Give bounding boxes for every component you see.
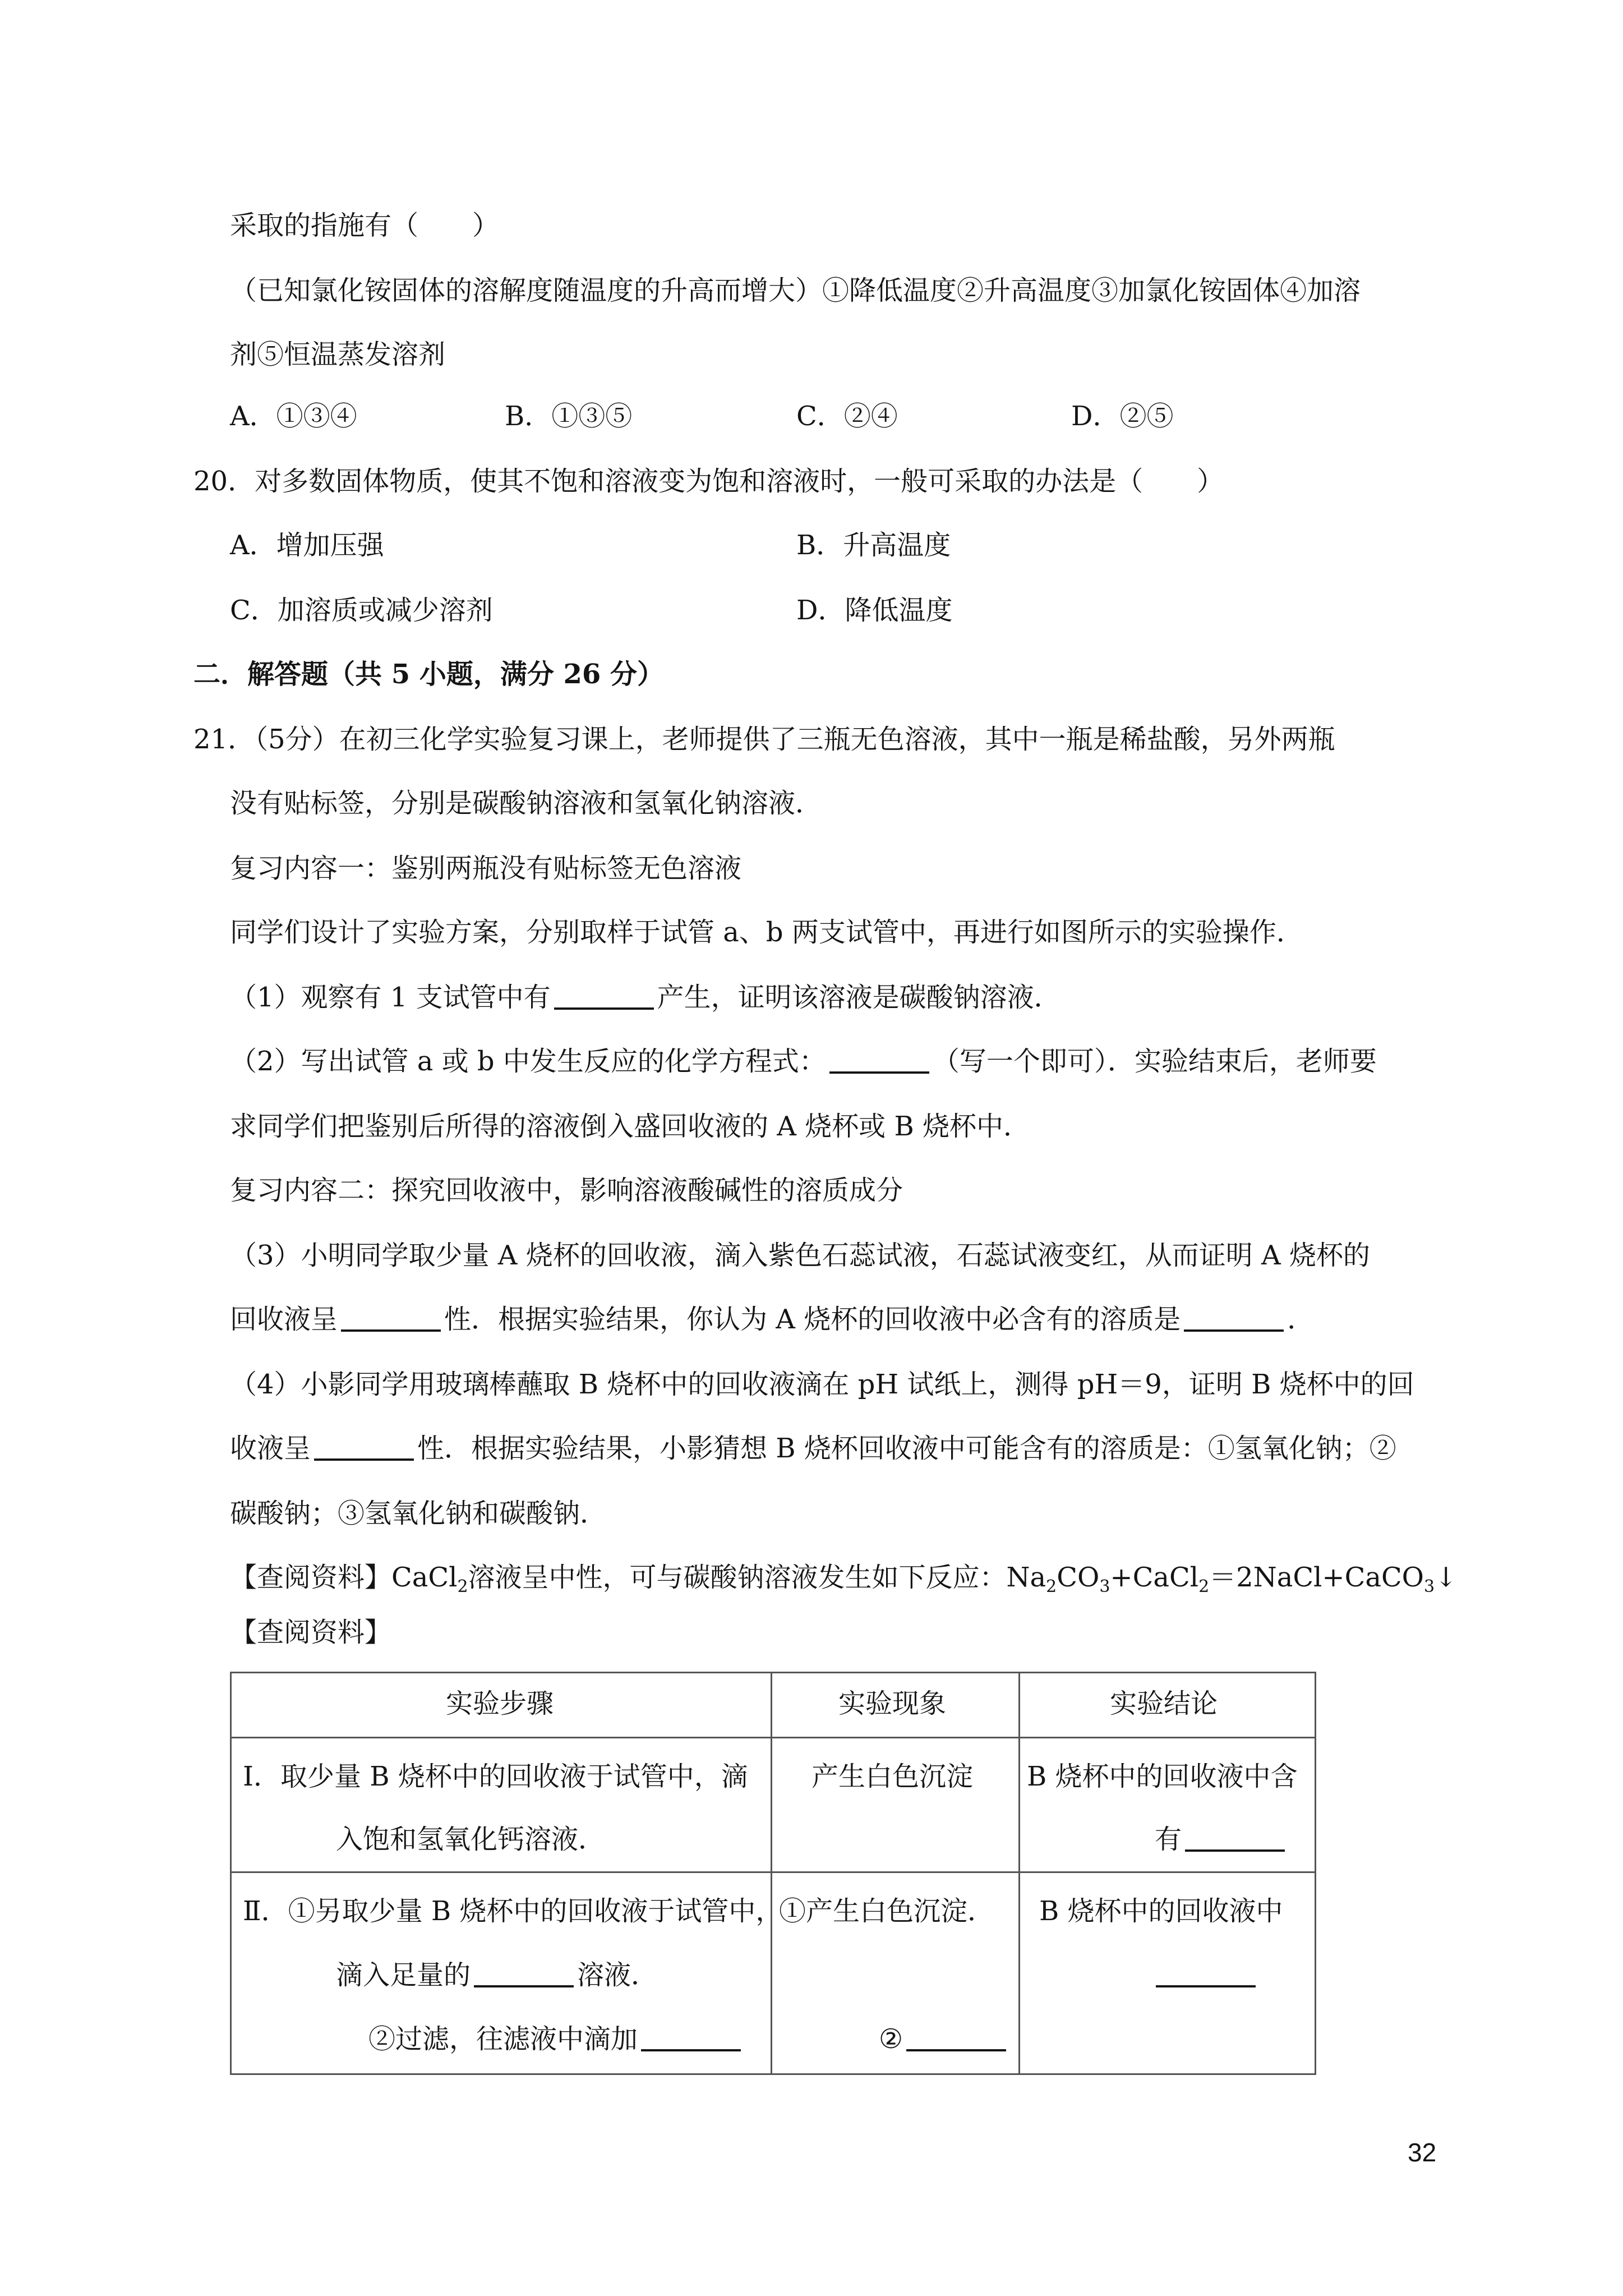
q21-part4-line1: （4）小影同学用玻璃棒蘸取 B 烧杯中的回收液滴在 pH 试纸上，测得 pH＝9，证明 B 烧杯中的回 bbox=[230, 1369, 1414, 1400]
q20-option-a: A．增加压强 bbox=[230, 530, 384, 561]
q21-part3-blank-2[interactable] bbox=[1184, 1304, 1284, 1332]
q21-reference-equation bbox=[230, 1561, 1457, 1594]
ref-sub-3: 3 bbox=[1099, 1577, 1110, 1596]
header-conclusion bbox=[1020, 1673, 1316, 1738]
table-row bbox=[231, 1738, 1316, 1872]
row2-step-line3 bbox=[368, 2022, 744, 2056]
header-phenomenon-text: 实验现象 bbox=[838, 1688, 947, 1719]
ref-text-4: +CaCl bbox=[1110, 1562, 1199, 1593]
ref-text-2: 溶液呈中性，可与碳酸钠溶液发生如下反应：Na bbox=[468, 1562, 1046, 1593]
row2-conclusion-text: B 烧杯中的回收液中 bbox=[1039, 1895, 1283, 1927]
row1-conclusion-line1: B 烧杯中的回收液中含 bbox=[1027, 1761, 1298, 1792]
q21-reference-heading: 【查阅资料】 bbox=[230, 1617, 392, 1648]
q21-part2-text-a: （2）写出试管 a 或 b 中发生反应的化学方程式： bbox=[230, 1046, 826, 1077]
q21-part4-line2 bbox=[230, 1432, 1396, 1465]
q21-part3-blank-1[interactable] bbox=[341, 1304, 441, 1332]
row2-phenomenon-line2 bbox=[879, 2022, 1009, 2056]
q21-part1-text-a: （1）观察有 1 支试管中有 bbox=[230, 982, 551, 1013]
q21-part2-line2: 求同学们把鉴别后所得的溶液倒入盛回收液的 A 烧杯或 B 烧杯中． bbox=[230, 1111, 1030, 1142]
q21-part1 bbox=[230, 981, 1061, 1014]
ref-text-3: CO bbox=[1057, 1562, 1100, 1593]
row1-conclusion-blank[interactable] bbox=[1185, 1824, 1285, 1852]
q20-stem: 20．对多数固体物质，使其不饱和溶液变为饱和溶液时，一般可采取的办法是（ ） bbox=[193, 466, 1224, 497]
row2-phenomenon bbox=[772, 1872, 1020, 2074]
row2-phenomenon-blank[interactable] bbox=[906, 2023, 1006, 2051]
q21-part4-line3: 碳酸钠；③氢氧化钠和碳酸钠． bbox=[230, 1498, 607, 1529]
ref-sub-4: 2 bbox=[1198, 1577, 1210, 1596]
q19-option-b: B．①③⑤ bbox=[505, 401, 633, 432]
row1-step-line1: Ⅰ．取少量 B 烧杯中的回收液于试管中，滴 bbox=[243, 1761, 748, 1792]
q21-part1-blank[interactable] bbox=[554, 982, 654, 1010]
q20-option-d: D．降低温度 bbox=[796, 595, 953, 626]
q21-part3-text-c: ． bbox=[1287, 1304, 1315, 1335]
q21-design: 同学们设计了实验方案，分别取样于试管 a、b 两支试管中，再进行如图所示的实验操作． bbox=[230, 917, 1303, 948]
row1-phenomenon-text: 产生白色沉淀 bbox=[811, 1761, 974, 1792]
q20-option-c: C．加溶质或减少溶剂 bbox=[230, 595, 493, 626]
q21-part2-blank[interactable] bbox=[829, 1046, 929, 1074]
q19-option-c: C．②④ bbox=[796, 401, 898, 432]
row2-step-line2 bbox=[336, 1958, 658, 1992]
q21-part3-text-a: 回收液呈 bbox=[230, 1304, 338, 1335]
q21-part1-text-b: 产生，证明该溶液是碳酸钠溶液． bbox=[657, 982, 1061, 1013]
row2-conclusion-blank[interactable] bbox=[1156, 1959, 1256, 1987]
row2-conclusion-line2 bbox=[1152, 1958, 1259, 1992]
row2-phenomenon-line1: ①产生白色沉淀． bbox=[779, 1895, 995, 1927]
q20-option-b: B．升高温度 bbox=[796, 530, 951, 561]
header-steps bbox=[231, 1673, 772, 1738]
header-conclusion-text: 实验结论 bbox=[1110, 1688, 1218, 1719]
q19-option-d: D．②⑤ bbox=[1071, 401, 1174, 432]
row2-step-text-a: 滴入足量的 bbox=[336, 1959, 471, 1991]
row2-step-line1: Ⅱ．①另取少量 B 烧杯中的回收液于试管中， bbox=[243, 1895, 783, 1927]
row2-step-text-b: 溶液． bbox=[577, 1959, 658, 1991]
q19-stem-line2: （已知氯化铵固体的溶解度随温度的升高而增大）①降低温度②升高温度③加氯化铵固体④加溶 bbox=[230, 275, 1361, 306]
q21-part4-blank[interactable] bbox=[314, 1433, 414, 1461]
ref-text-5: ＝2NaCl+CaCO bbox=[1209, 1562, 1424, 1593]
q19-stem-line1: 采取的指施有（ ） bbox=[230, 210, 500, 241]
experiment-table bbox=[230, 1672, 1316, 2075]
q21-stem-line1: 21．（5分）在初三化学实验复习课上，老师提供了三瓶无色溶液，其中一瓶是稀盐酸，另外两瓶 bbox=[193, 724, 1335, 755]
page-number: 32 bbox=[1408, 2138, 1437, 2167]
q21-part3-text-b: 性．根据实验结果，你认为 A 烧杯的回收液中必含有的溶质是 bbox=[444, 1304, 1181, 1335]
row2-conclusion bbox=[1020, 1872, 1316, 2074]
table-row bbox=[231, 1872, 1316, 2074]
row1-conclusion-text: 有 bbox=[1155, 1824, 1182, 1855]
row1-step-line2: 入饱和氢氧化钙溶液． bbox=[336, 1824, 606, 1855]
q21-review2: 复习内容二：探究回收液中，影响溶液酸碱性的溶质成分 bbox=[230, 1175, 903, 1206]
q21-part4-text-a: 收液呈 bbox=[230, 1433, 311, 1464]
q21-part3-line2 bbox=[230, 1303, 1314, 1336]
row1-phenomenon bbox=[772, 1738, 1020, 1872]
header-steps-text: 实验步骤 bbox=[446, 1688, 554, 1719]
row1-step bbox=[231, 1738, 772, 1872]
row1-conclusion-line2 bbox=[1155, 1823, 1288, 1856]
q21-part2 bbox=[230, 1045, 1377, 1078]
row1-conclusion bbox=[1020, 1738, 1316, 1872]
section-title: 二．解答题（共 5 小题，满分 26 分） bbox=[193, 659, 665, 690]
row2-step-blank-2[interactable] bbox=[641, 2023, 741, 2051]
ref-sub-5: 3 bbox=[1424, 1577, 1435, 1596]
q21-review1: 复习内容一：鉴别两瓶没有贴标签无色溶液 bbox=[230, 853, 742, 884]
q19-stem-line3: 剂⑤恒温蒸发溶剂 bbox=[230, 339, 446, 370]
q21-part4-text-b: 性．根据实验结果，小影猜想 B 烧杯回收液中可能含有的溶质是：①氢氧化钠；② bbox=[417, 1433, 1396, 1464]
q21-part2-text-b: （写一个即可）．实验结束后，老师要 bbox=[932, 1046, 1377, 1077]
q19-option-a: A．①③④ bbox=[230, 401, 357, 432]
ref-sub-1: 2 bbox=[457, 1577, 468, 1596]
row2-step bbox=[231, 1872, 783, 2074]
row2-step-text-c: ②过滤，往滤液中滴加 bbox=[368, 2023, 638, 2055]
header-phenomenon bbox=[772, 1673, 1020, 1738]
q21-part3-line1: （3）小明同学取少量 A 烧杯的回收液，滴入紫色石蕊试液，石蕊试液变红，从而证明 A 烧杯的 bbox=[230, 1240, 1370, 1271]
q21-stem-line2: 没有贴标签，分别是碳酸钠溶液和氢氧化钠溶液． bbox=[230, 788, 823, 819]
row2-phenomenon-text: ② bbox=[879, 2023, 903, 2055]
ref-text-1: 【查阅资料】CaCl bbox=[230, 1562, 458, 1593]
row2-step-blank-1[interactable] bbox=[474, 1959, 574, 1987]
precipitate-arrow: ↓ bbox=[1435, 1562, 1458, 1593]
ref-sub-2: 2 bbox=[1046, 1577, 1057, 1596]
